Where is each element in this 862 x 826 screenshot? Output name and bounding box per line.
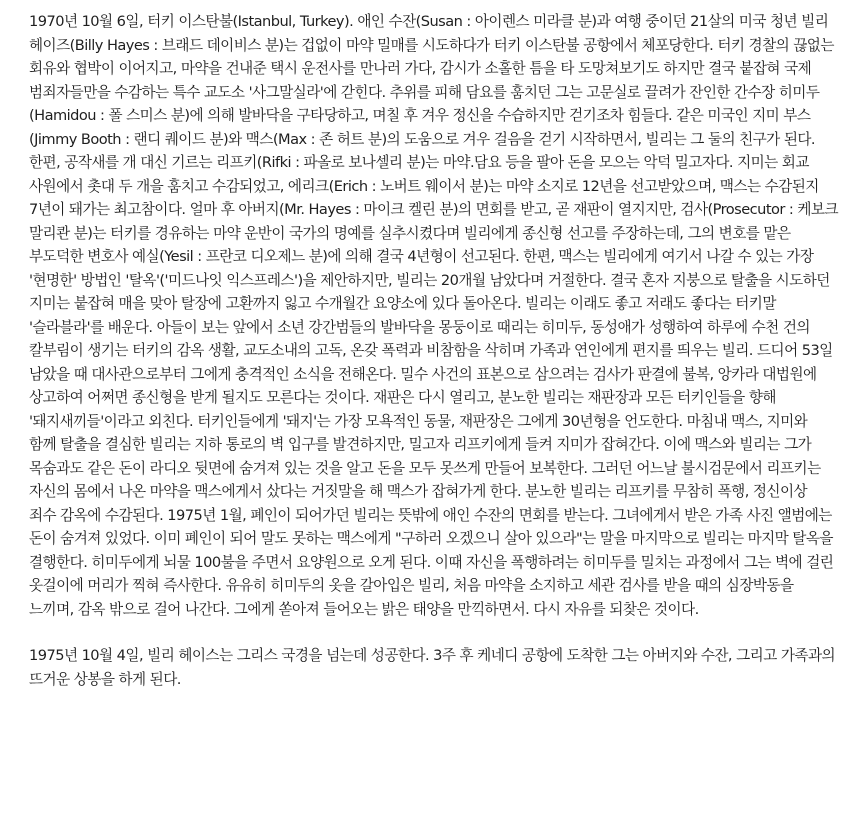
plot-paragraph: 1970년 10월 6일, 터키 이스탄불(Istanbul, Turkey). 애인 수잔(Susan : 아이렌스 미라클 분)과 여행 중이던 21살의 미국 청년 빌리 헤이즈(Billy Hayes : 브래드 데이비스 분)는 겁없이 마약 밀매를 시도하다가 터키 이스탄불 공항에서 체포당한다. 터키 경찰의 끊없는 회유와 협박이 이어지고, 마약을 건내준 택시 운전사를 만나러 가다, 감시가 소홀한 틈을 타 도망쳐보기도 하지만 결국 붙잡혀 국제 범죄자들만을 수감하는 특수 교도소 '사그말실라'에 갇힌다. 추위를 피해 담요를 훔치던 그는 고문실로 끌려가 잔인한 간수장 히미두(Hamidou : 폴 스미스 분)에 의해 발바닥을 구타당하고, 며칠 후 겨우 정신을 수습하지만 걷기조차 힘들다. 같은 미국인 지미 부스(Jimmy Booth : 랜디 퀘이드 분)와 맥스(Max : 존 허트 분)의 도움으로 겨우 걸음을 걷기 시작하면서, 빌리는 그 둘의 친구가 된다. 한편, 공작새를 개 대신 기르는 리프키(Rifki : 파올로 보나셀리 분)는 마약.담요 등을 팔아 돈을 모으는 악덕 밀고자다. 지미는 회교 사원에서 촛대 두 개을 훔치고 수감되었고, 에리크(Erich : 노버트 웨이서 분)는 마약 소지로 12년을 선고받았으며, 맥스는 수감된지 7년이 돼가는 최고참이다. 얼마 후 아버지(Mr. Hayes : 마이크 켈린 분)의 면회를 받고, 곧 재판이 열지지만, 검사(Prosecutor : 케보크 말리콴 분)는 터키를 경유하는 마약 운반이 국가의 명예를 실추시켰다며 빌리에게 종신형 선고를 주장하는데, 그의 변호를 맡은 부도덕한 변호사 예실(Yesil : 프란코 디오제느 분)에 의해 결국 4년형이 선고된다. 한편, 맥스는 빌리에게 여기서 나갈 수 있는 가장 '현명한' 방법인 '탈옥'('미드나잇 익스프레스')을 제안하지만, 빌리는 20개월 남았다며 거절한다. 결국 혼자 지붕으로 탈출을 시도하던 지미는 붙잡혀 매을 맞아 탈장에 고환까지 잃고 수개월간 요양소에 있다 돌아온다. 빌리는 이래도 좋고 저래도 좋다는 터키말 '슬라블라'를 배운다. 아들이 보는 앞에서 소년 강간범들의 발바닥을 몽둥이로 때리는 히미두, 동성애가 성행하여 하루에 수천 건의 칼부림이 생기는 터키의 감옥 생활, 교도소내의 고독, 온갖 폭력과 비참함을 삭히며 가족과 연인에게 편지를 띄우는 빌리. 드디어 53일 남았을 때 대사관으로부터 그에게 충격적인 소식을 전해온다. 밀수 사건의 표본으로 삼으려는 검사가 판결에 불복, 앙카라 대법원에 상고하여 어쩌면 종신형을 받게 될지도 모른다는 것이다. 재판은 다시 열리고, 분노한 빌리는 재판장과 모든 터키인들을 향해 '돼지새끼들'이라고 외친다. 터키인들에게 '돼지'는 가장 모욕적인 동물, 재판장은 그에게 30년형을 언도한다. 마침내 맥스, 지미와 함께 탈출을 결심한 빌리는 지하 통로의 벽 입구를 발견하지만, 밀고자 리프키에게 들켜 지미가 잡혀간다. 이에 맥스와 빌리는 그가 목숨과도 같은 돈이 라디오 뒷면에 숨겨져 있는 것을 알고 돈을 모두 못쓰게 만들어 보복한다. 그러던 어느날 불시검문에서 리프키는 자신의 몸에서 나온 마약을 맥스에게서 샀다는 거짓말을 해 맥스가 잡혀가게 한다. 분노한 빌리는 리프키를 무참히 폭행, 정신이상 죄수 감옥에 수감된다. 1975년 1월, 폐인이 되어가던 빌리는 뜻밖에 애인 수잔의 면회를 받는다. 그녀에게서 받은 가족 사진 앨범에는 돈이 숨겨져 있었다. 이미 폐인이 되어 말도 못하는 맥스에게 "구하러 오겠으니 살아 있으라"는 말을 마지막으로 빌리는 마지막 탈옥을 결행한다. 히미두에게 뇌물 100불을 주면서 요양원으로 오게 된다. 이때 자신을 폭행하려는 히미두를 밀치는 과정에서 그는 벽에 걸린 옷걸이에 머리가 찍혀 즉사한다. 유유히 히미두의 옷을 갈아입은 빌리, 처음 마약을 소지하고 세관 검사를 받을 때의 심장박동을 느끼며, 감옥 밖으로 걸어 나간다. 그에게 쏟아져 들어오는 밝은 태양을 만끽하면서. 다시 자유를 되찾은 것이다.: [29, 13, 839, 618]
article-body: [29, 10, 838, 691]
epilogue-paragraph: 1975년 10월 4일, 빌리 헤이스는 그리스 국경을 넘는데 성공한다. 3주 후 케네디 공항에 도착한 그는 아버지와 수잔, 그리고 가족과의 뜨거운 상봉을 하게 된다.: [29, 647, 836, 688]
